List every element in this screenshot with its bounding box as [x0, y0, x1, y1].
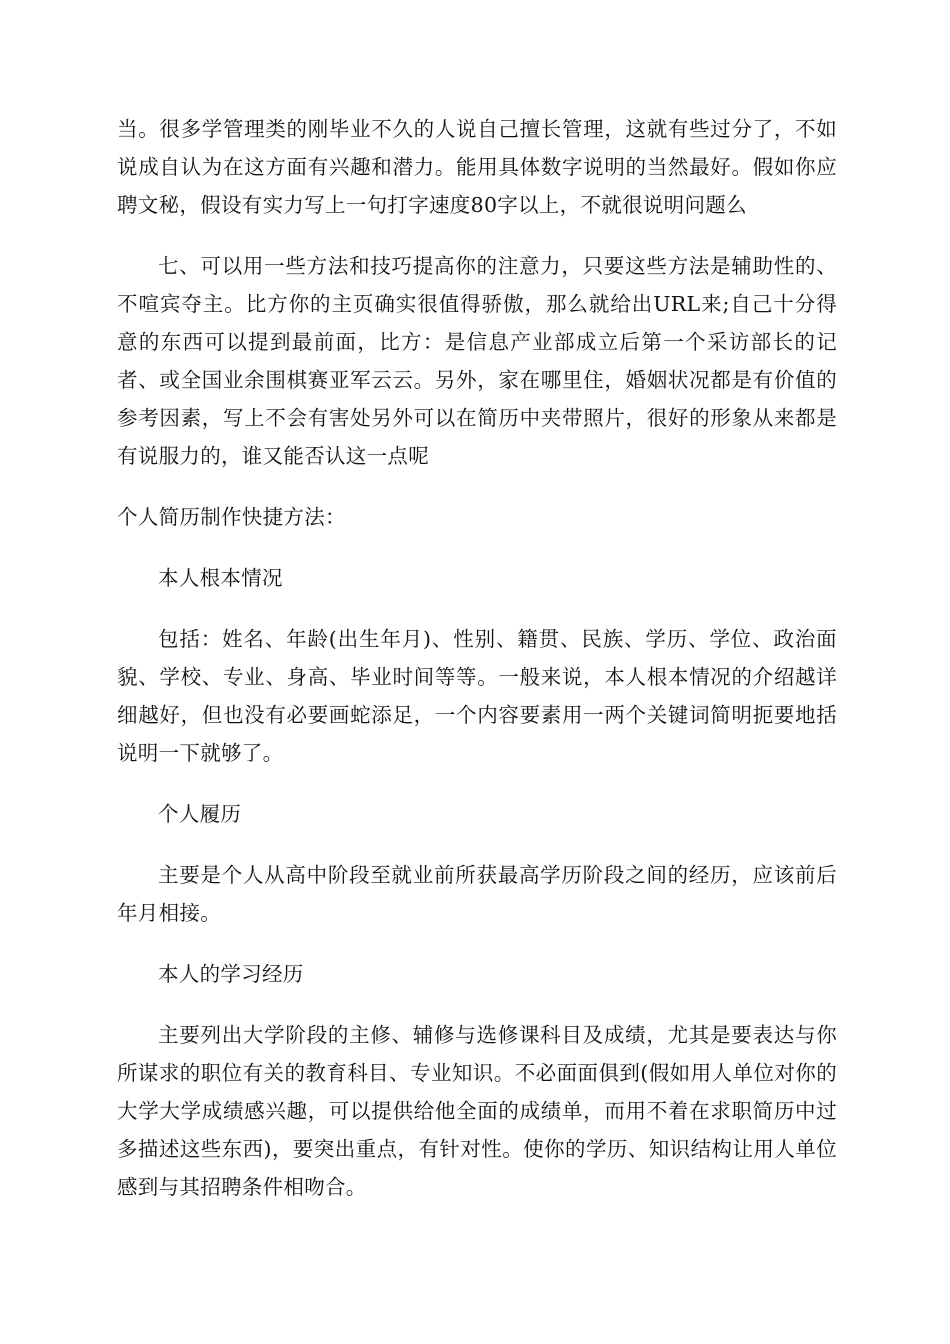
paragraph-study-history: 主要列出大学阶段的主修、辅修与选修课科目及成绩，尤其是要表达与你所谋求的职位有关的教育科目、专业知识。不必面面俱到(假如用人单位对你的大学大学成绩感兴趣，可以提供给他全面的成绩单，而用不着在求职简历中过多描述这些东西)，要突出重点，有针对性。使你的学历、知识结构让用人单位感到与其招聘条件相吻合。 — [117, 1023, 837, 1199]
paragraph-continuation: 当。很多学管理类的刚毕业不久的人说自己擅长管理，这就有些过分了，不如说成自认为在这方面有兴趣和潜力。能用具体数字说明的当然最好。假如你应聘文秘，假设有实力写上一句打字速度80字以上，不就很说明问题么 — [117, 117, 837, 217]
paragraph-tip-seven: 七、可以用一些方法和技巧提高你的注意力，只要这些方法是辅助性的、不喧宾夺主。比方你的主页确实很值得骄傲，那么就给出URL来;自己十分得意的东西可以提到最前面，比方：是信息产业部成立后第一个采访部长的记者、或全国业余围棋赛亚军云云。另外，家在哪里住，婚姻状况都是有价值的参考因素，写上不会有害处另外可以在简历中夹带照片，很好的形象从来都是有说服力的，谁又能否认这一点呢 — [117, 254, 837, 468]
document-body — [117, 110, 837, 1229]
section-title-quick-method: 个人简历制作快捷方法： — [117, 505, 346, 529]
paragraph-personal-history: 主要是个人从高中阶段至就业前所获最高学历阶段之间的经历，应该前后年月相接。 — [117, 863, 837, 925]
subheading-study-history: 本人的学习经历 — [158, 962, 304, 986]
paragraph-basic-info: 包括：姓名、年龄(出生年月)、性别、籍贯、民族、学历、学位、政治面貌、学校、专业、身高、毕业时间等等。一般来说，本人根本情况的介绍越详细越好，但也没有必要画蛇添足，一个内容要素用一两个关键词简明扼要地括说明一下就够了。 — [117, 627, 837, 765]
subheading-basic-info: 本人根本情况 — [158, 566, 283, 590]
subheading-personal-history: 个人履历 — [158, 802, 242, 826]
